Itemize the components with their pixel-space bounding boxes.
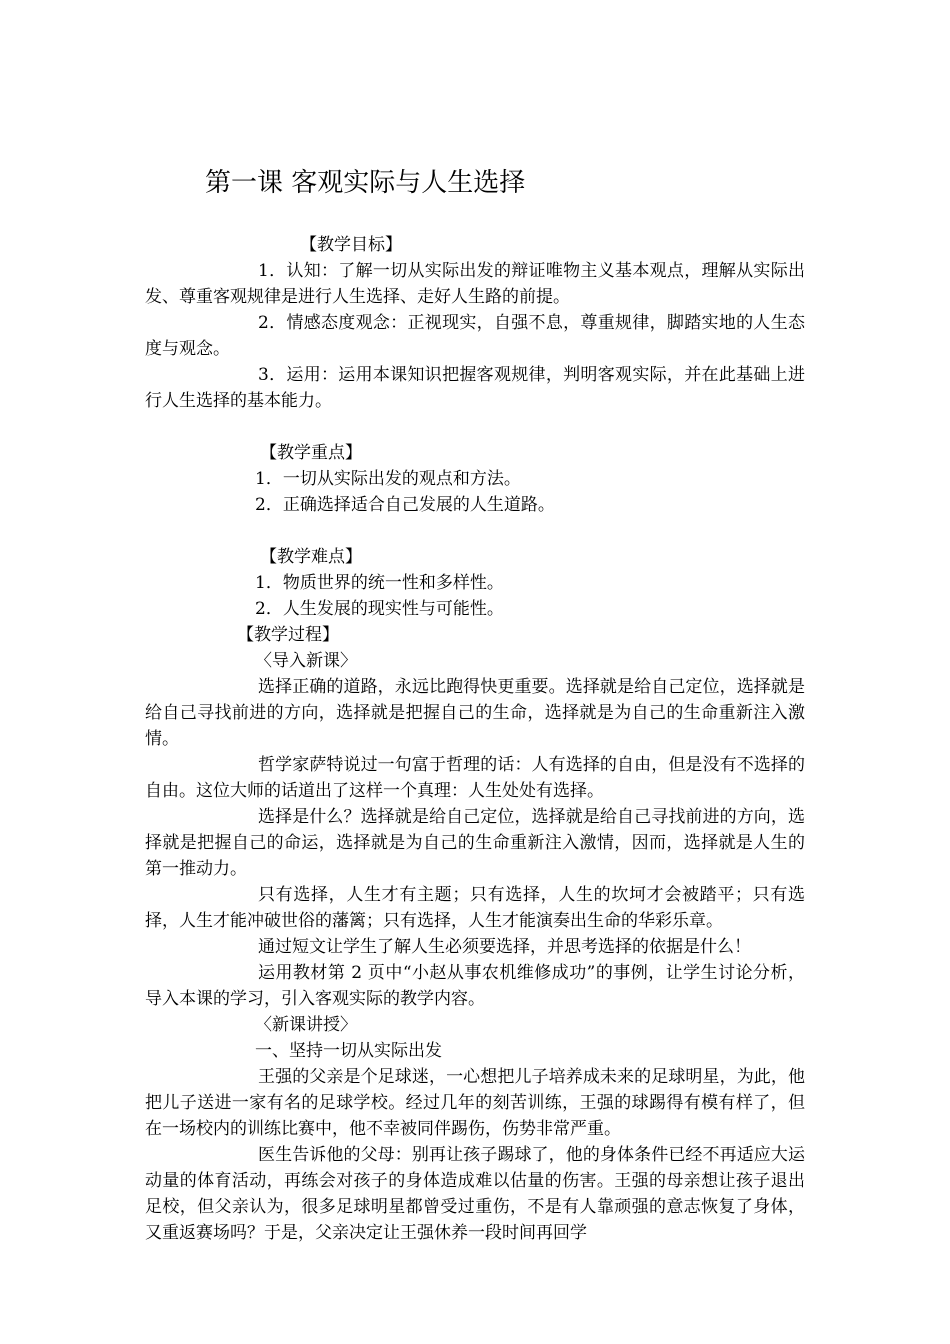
difficulties-heading: 【教学难点】 <box>260 547 362 567</box>
key-point-item: 2．正确选择适合自己发展的人生道路。 <box>255 495 555 515</box>
story-paragraph: 医生告诉他的父母：别再让孩子踢球了，他的身体条件已经不再适应大运动量的体育活动，再练会对孩子的身体造成难以估量的伤害。王强的母亲想让孩子退出足校，但父亲认为，很多足球明星都曾受过重伤，不是有人靠顽强的意志恢复了身体，又重返赛场吗？于是，父亲决定让王强休养一段时间再回学 <box>145 1145 805 1243</box>
new-lesson-label: 〈新课讲授〉 <box>255 1015 357 1035</box>
intro-paragraph: 选择正确的道路，永远比跑得快更重要。选择就是给自己定位，选择就是给自己寻找前进的方向，选择就是把握自己的生命，选择就是为自己的生命重新注入激情。 <box>145 677 805 749</box>
document-body <box>145 232 805 1246</box>
process-heading: 【教学过程】 <box>237 625 339 645</box>
intro-paragraph: 通过短文让学生了解人生必须要选择，并思考选择的依据是什么！ <box>258 937 751 957</box>
intro-paragraph: 哲学家萨特说过一句富于哲理的话：人有选择的自由，但是没有不选择的自由。这位大师的话道出了这样一个真理：人生处处有选择。 <box>145 755 805 801</box>
intro-paragraph: 选择是什么？选择就是给自己定位，选择就是给自己寻找前进的方向，选择就是把握自己的命运，选择就是为自己的生命重新注入激情，因而，选择就是人生的第一推动力。 <box>145 807 805 879</box>
intro-paragraph: 只有选择，人生才有主题；只有选择，人生的坎坷才会被踏平；只有选择，人生才能冲破世俗的藩篱；只有选择，人生才能演奏出生命的华彩乐章。 <box>145 885 805 931</box>
difficulty-item: 2．人生发展的现实性与可能性。 <box>255 599 504 619</box>
key-point-item: 1．一切从实际出发的观点和方法。 <box>255 469 521 489</box>
page-title: 第一课 客观实际与人生选择 <box>205 168 526 198</box>
section-one-heading: 一、坚持一切从实际出发 <box>255 1041 442 1061</box>
intro-paragraph: 运用教材第 2 页中“小赵从事农机维修成功”的事例，让学生讨论分析，导入本课的学习，引入客观实际的教学内容。 <box>145 963 805 1009</box>
difficulty-item: 1．物质世界的统一性和多样性。 <box>255 573 504 593</box>
objectives-heading: 【教学目标】 <box>300 235 402 255</box>
objective-item: 1．认知：了解一切从实际出发的辩证唯物主义基本观点，理解从实际出发、尊重客观规律是进行人生选择、走好人生路的前提。 <box>145 261 805 307</box>
key-points-heading: 【教学重点】 <box>260 443 362 463</box>
story-paragraph: 王强的父亲是个足球迷，一心想把儿子培养成未来的足球明星，为此，他把儿子送进一家有名的足球学校。经过几年的刻苦训练，王强的球踢得有模有样了，但在一场校内的训练比赛中，他不幸被同伴踢伤，伤势非常严重。 <box>145 1067 805 1139</box>
intro-label: 〈导入新课〉 <box>255 651 357 671</box>
objective-item: 3．运用：运用本课知识把握客观规律，判明客观实际，并在此基础上进行人生选择的基本能力。 <box>145 365 805 411</box>
objective-item: 2．情感态度观念：正视现实，自强不息，尊重规律，脚踏实地的人生态度与观念。 <box>145 313 805 359</box>
